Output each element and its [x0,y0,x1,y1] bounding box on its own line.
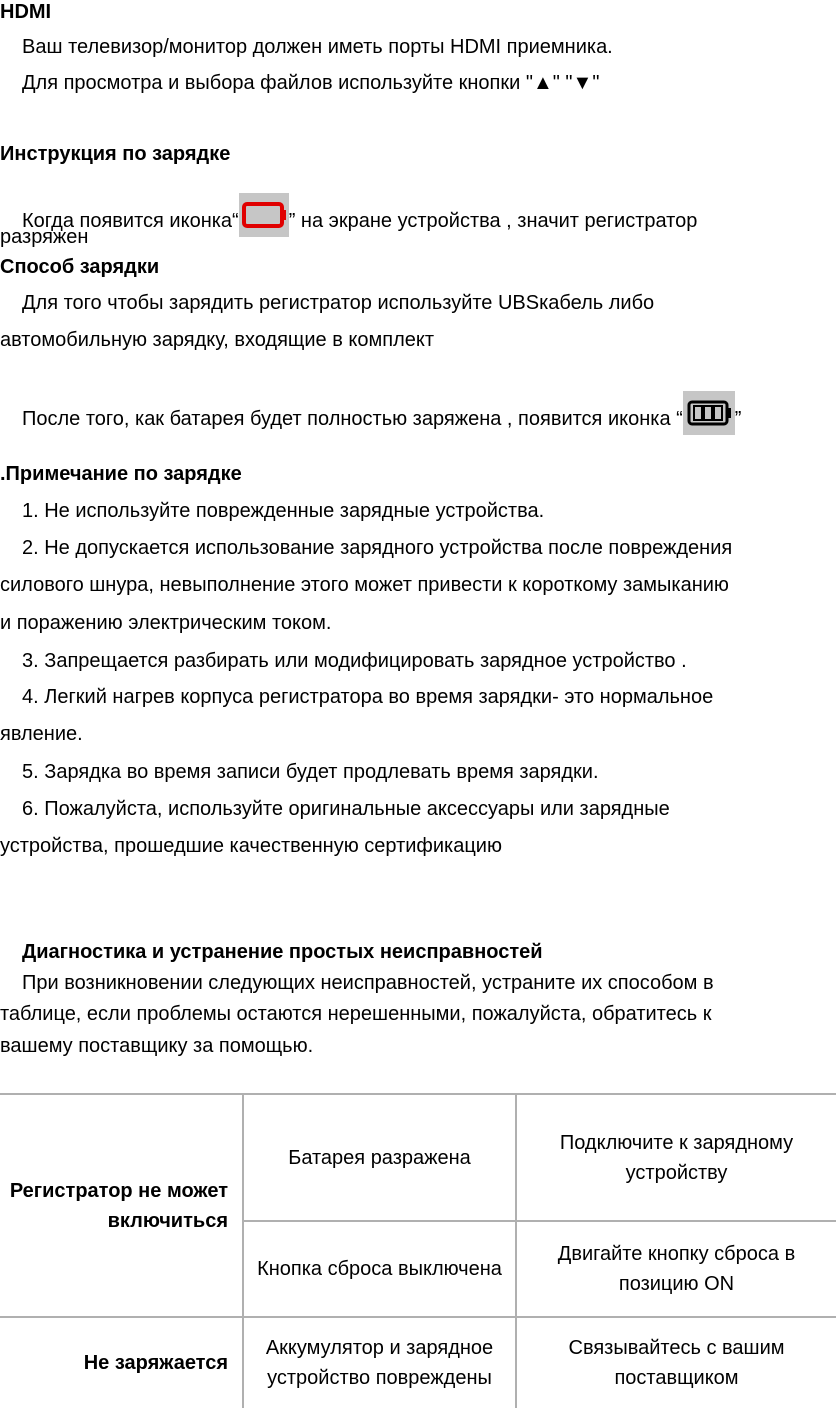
note-item: 2. Не допускается использование зарядного устройства после повреждения [22,537,733,559]
hdmi-title: HDMI [0,1,52,23]
notes-title: .Примечание по зарядке [0,463,242,485]
note-item: 6. Пожалуйста, используйте оригинальные аксессуары или зарядные [22,798,670,820]
charging-full-line [22,391,741,435]
note-item: силового шнура, невыполнение этого может привести к короткому замыканию [0,574,729,596]
cause-cell: Кнопка сброса выключена [243,1221,516,1317]
troubleshooting-table [0,1093,836,1408]
cause-cell: Батарея разражена [243,1094,516,1221]
table-row [0,1317,836,1408]
charging-line-2: разряжен [0,226,89,248]
fix-cell: Связывайтесь с вашим поставщиком [516,1317,836,1408]
table-row [0,1094,836,1221]
note-item: 1. Не используйте поврежденные зарядные устройства. [22,500,545,522]
diagnostics-line-3: вашему поставщику за помощью. [0,1035,314,1057]
charging-full-text-b: ” [734,408,742,430]
fix-cell: Подключите к зарядному устройству [516,1094,836,1221]
charging-text-a: Когда появится иконка“ [22,210,239,232]
note-item: 4. Легкий нагрев корпуса регистратора во время зарядки- это нормальное [22,686,714,708]
charging-full-text-a: После того, как батарея будет полностью заряжена , появится иконка “ [22,408,683,430]
note-item: устройства, прошедшие качественную сертификацию [0,835,502,857]
note-item: и поражению электрическим током. [0,612,332,634]
diagnostics-line-1: При возникновении следующих неисправностей, устраните их способом в [22,972,714,994]
problem-cell: Регистратор не может включиться [0,1094,243,1317]
battery-low-icon [239,193,289,237]
charging-method-title: Способ зарядки [0,256,160,278]
hdmi-line-2: Для просмотра и выбора файлов используйте кнопки "▲" "▼" [22,72,600,94]
cause-cell: Аккумулятор и зарядное устройство повреждены [243,1317,516,1408]
note-item: 5. Зарядка во время записи будет продлевать время зарядки. [22,761,599,783]
diagnostics-title: Диагностика и устранение простых неисправностей [22,941,543,963]
note-item: 3. Запрещается разбирать или модифицировать зарядное устройство . [22,650,687,672]
charging-method-2: автомобильную зарядку, входящие в комплект [0,329,435,351]
charging-title: Инструкция по зарядке [0,143,231,165]
hdmi-line-1: Ваш телевизор/монитор должен иметь порты HDMI приемника. [22,36,613,58]
charging-text-b: ” на экране устройства , значит регистратор [288,210,698,232]
note-item: явление. [0,723,83,745]
problem-cell: Не заряжается [0,1317,243,1408]
fix-cell: Двигайте кнопку сброса в позицию ON [516,1221,836,1317]
charging-line-1 [22,193,697,237]
diagnostics-line-2: таблице, если проблемы остаются нерешенными, пожалуйста, обратитесь к [0,1003,712,1025]
battery-full-icon [683,391,735,435]
charging-method-1: Для того чтобы зарядить регистратор используйте UBSкабель либо [22,292,655,314]
